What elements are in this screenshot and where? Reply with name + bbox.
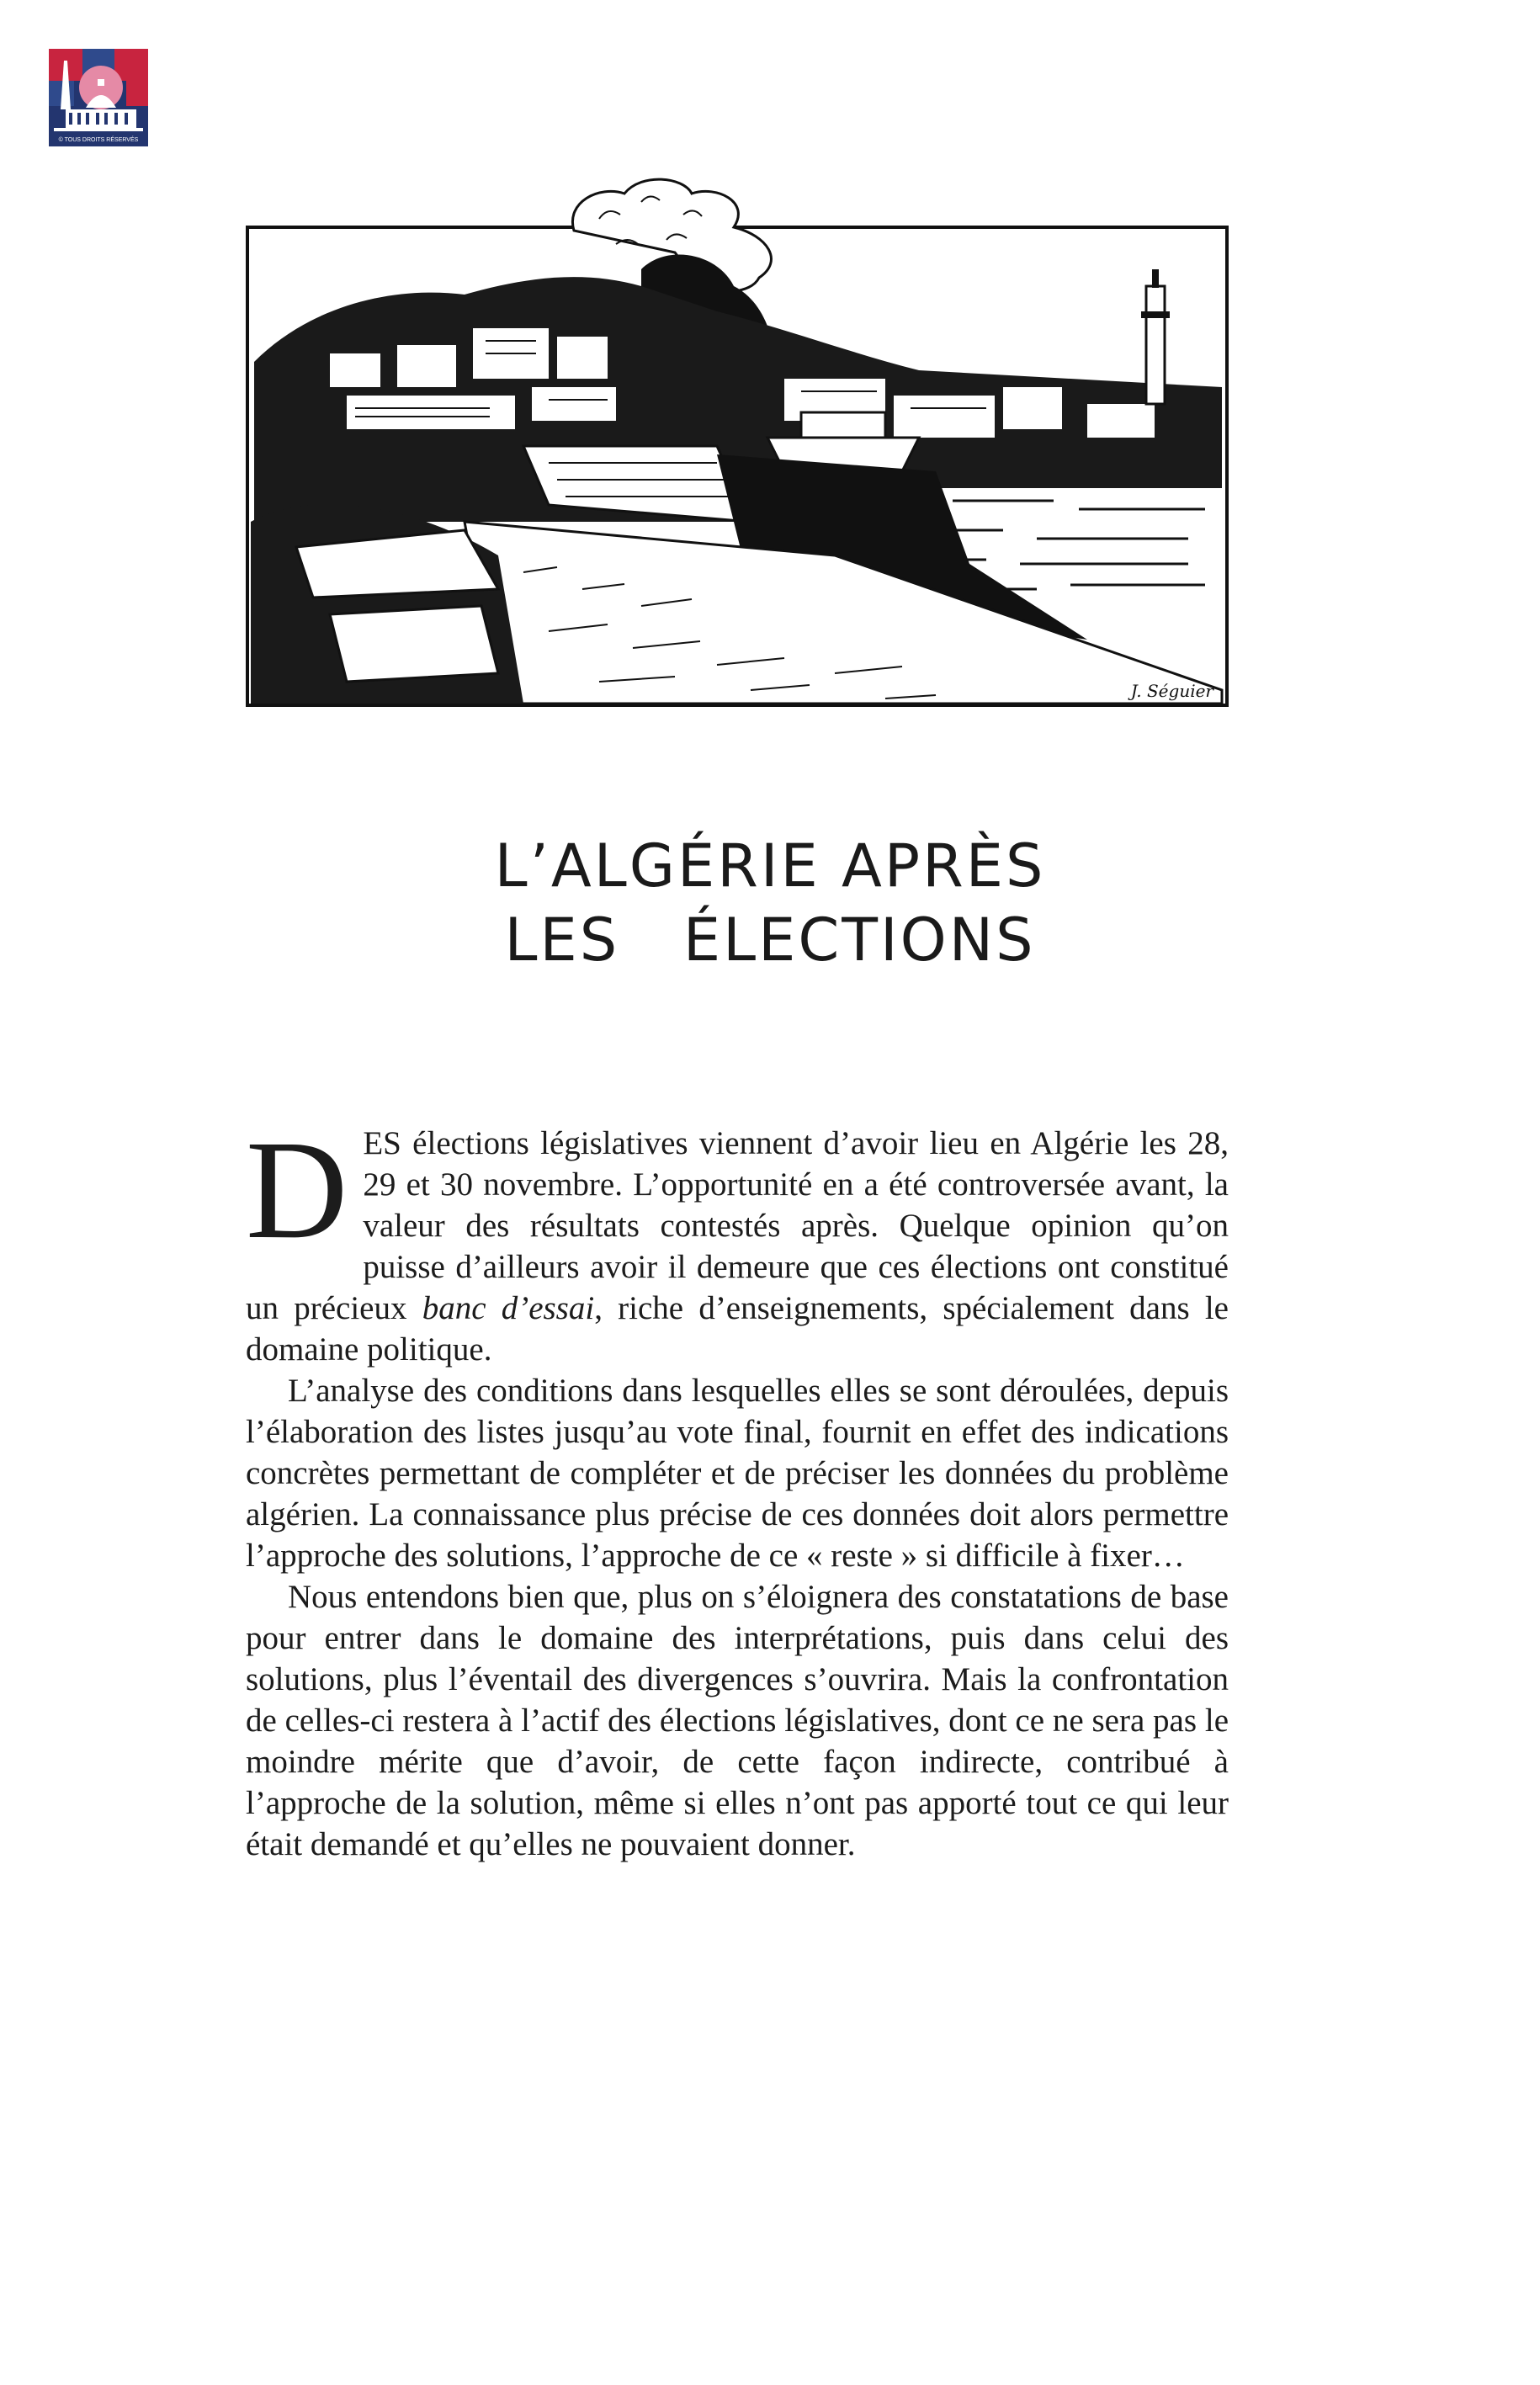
drop-cap: D [246, 1112, 348, 1268]
paragraph-3: Nous entendons bien que, plus on s’éloignera des constatations de base pour entrer dans le domaine des interprétations, puis dans celui des solutions, plus l’éventail des divergences s’ouvrira. Mais la confrontation de celles-ci restera à l’actif des élections législatives, dont ce ne sera pas le moindre mérite que d’avoir, de cette façon indirecte, contribué à l’approche de la solution, même si elles n’ont pas apporté tout ce qui leur était demandé et qu’elles ne pouvaient donner. [246, 1579, 1229, 1862]
paragraph-1-italic: banc d’essai [422, 1290, 595, 1326]
paragraph-1-end: , riche d’enseignements, spécialement dans le domaine politique. [246, 1290, 1229, 1368]
title-line-1: L’ALGÉRIE APRÈS [494, 831, 1046, 900]
artist-signature: J. Séguier [1130, 681, 1213, 701]
article-body [246, 1112, 1229, 1865]
article-title [0, 829, 1540, 977]
publisher-logo [49, 49, 148, 146]
paragraph-2: L’analyse des conditions dans lesquelles elles se sont déroulées, depuis l’élaboration des listes jusqu’au vote final, fournit en effet des indications concrètes permettant de compléter et de préciser les données du problème algérien. La connaissance plus précise de ces données doit alors permettre l’approche des solutions, l’approche de ce « reste » si difficile à fixer… [246, 1373, 1229, 1574]
title-line-2: LES ÉLECTIONS [504, 906, 1036, 975]
logo-caption: © TOUS DROITS RÉSERVÉS [58, 137, 139, 143]
paragraph-1-start: ES élections législatives viennent d’avoir lieu en Algérie les 28, 29 et 30 novembre. L’opportunité en a été controversée avant, la valeur des résultats contestés après. Quelque opinion qu’on puisse d’ailleurs avoir il demeure que ces élections ont constitué un précieux [246, 1125, 1229, 1326]
paragraph-1 [246, 1112, 1229, 1370]
harbor-illustration [246, 168, 1229, 709]
